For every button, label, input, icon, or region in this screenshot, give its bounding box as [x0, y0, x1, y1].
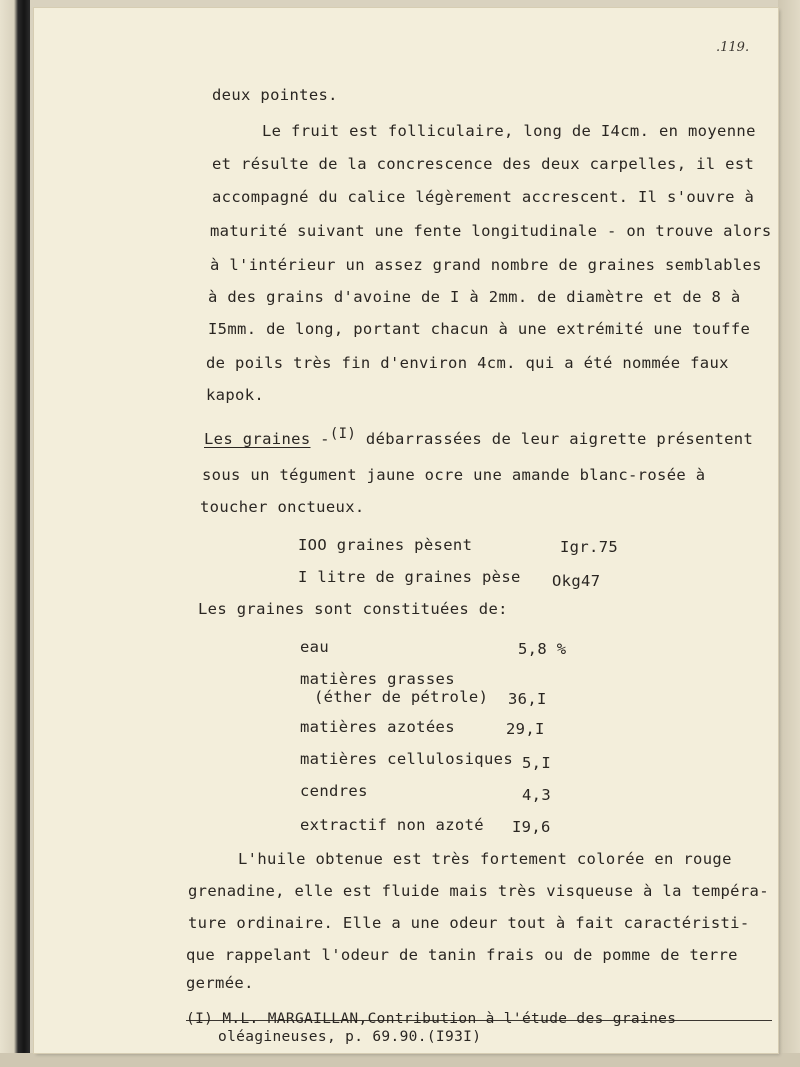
composition-value: 5,I: [522, 754, 552, 772]
paragraph-line: deux pointes.: [212, 86, 338, 104]
paragraph-line: grenadine, elle est fluide mais très visqueuse à la tempéra-: [188, 882, 769, 900]
paragraph-line: I5mm. de long, portant chacun à une extrémité une touffe: [208, 320, 751, 338]
heading-dash: -: [310, 430, 330, 448]
paragraph-line: et résulte de la concrescence des deux carpelles, il est: [212, 155, 755, 173]
measure-label: IOO graines pèsent: [298, 536, 473, 554]
footnote-reference: (I): [329, 426, 357, 442]
paragraph-line: Le fruit est folliculaire, long de I4cm. en moyenne: [262, 122, 756, 140]
composition-value: 4,3: [522, 786, 552, 804]
paragraph-line: de poils très fin d'environ 4cm. qui a été nommée faux: [206, 354, 729, 372]
paragraph-line: accompagné du calice légèrement accrescent. Il s'ouvre à: [212, 188, 755, 206]
composition-value: 29,I: [506, 720, 545, 738]
composition-label: cendres: [300, 782, 368, 800]
composition-label: extractif non azoté: [300, 816, 484, 834]
paragraph-text: débarrassées de leur aigrette présentent: [356, 430, 754, 448]
seeds-first-line: [204, 426, 754, 448]
composition-label: eau: [300, 638, 330, 656]
measure-value: Igr.75: [560, 538, 619, 556]
composition-intro: Les graines sont constituées de:: [198, 600, 508, 618]
paragraph-line: germée.: [186, 974, 254, 992]
measure-label: I litre de graines pèse: [298, 568, 521, 586]
paragraph-line: L'huile obtenue est très fortement colorée en rouge: [238, 850, 732, 868]
composition-label: matières grasses: [300, 670, 455, 688]
paragraph-line: sous un tégument jaune ocre une amande blanc-rosée à: [202, 466, 706, 484]
book-binding: [0, 0, 30, 1067]
paragraph-line: à l'intérieur un assez grand nombre de graines semblables: [210, 256, 762, 274]
section-heading: Les graines: [204, 430, 311, 448]
paragraph-line: toucher onctueux.: [200, 498, 365, 516]
measure-value: Okg47: [552, 572, 601, 590]
composition-value: 5,8 %: [518, 640, 567, 658]
composition-label: matières azotées: [300, 718, 455, 736]
composition-sublabel: (éther de pétrole): [314, 688, 489, 706]
page-edge-right: [778, 0, 800, 1067]
paragraph-line: à des grains d'avoine de I à 2mm. de diamètre et de 8 à: [208, 288, 741, 306]
paragraph-line: kapok.: [206, 386, 265, 404]
composition-label: matières cellulosiques: [300, 750, 513, 768]
paragraph-line: que rappelant l'odeur de tanin frais ou de pomme de terre: [186, 946, 738, 964]
paragraph-line: maturité suivant une fente longitudinale - on trouve alors: [210, 222, 772, 240]
composition-value: I9,6: [512, 818, 551, 836]
composition-value: 36,I: [508, 690, 547, 708]
page-number: .119.: [716, 40, 750, 55]
page-edge-bottom: [0, 1053, 800, 1067]
footnote-line: (I) M.L. MARGAILLAN,Contribution à l'étude des graines: [186, 1011, 677, 1027]
paragraph-line: ture ordinaire. Elle a une odeur tout à fait caractéristi-: [188, 914, 750, 932]
footnote-line: oléagineuses, p. 69.90.(I93I): [218, 1029, 482, 1045]
